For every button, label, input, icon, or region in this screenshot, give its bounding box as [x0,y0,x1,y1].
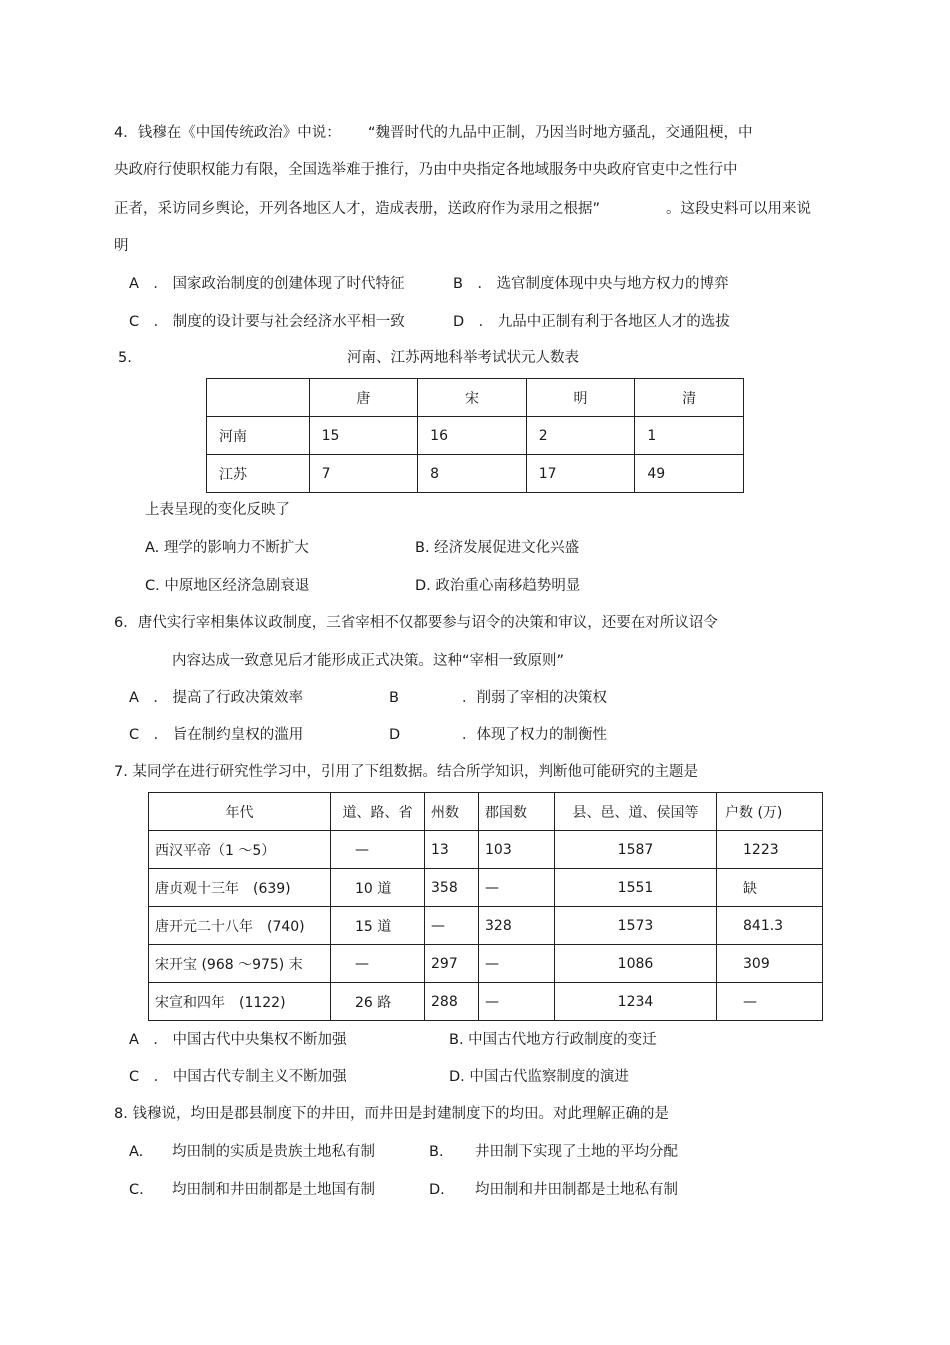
option-text: 制度的设计要与社会经济水平相一致 [172,314,405,330]
option-text: 提高了行政决策效率 [172,690,304,706]
option-letter: B. [429,1144,444,1160]
q4-line2: 央政府行使职权能力有限，全国选举难于推行，乃由中央指定各地域服务中央政府官吏中之性行中 [114,162,738,178]
table-header-cell: 道、路、省 [331,793,425,831]
table-header-cell: 户数 (万) [717,793,823,831]
q7-table [148,792,823,1021]
table-row [149,869,823,907]
q5-option-b[interactable] [415,538,579,558]
table-header-cell: 县、邑、道、侯国等 [555,793,717,831]
q4-line3: 正者，采访同乡舆论，开列各地区人才，造成表册，送政府作为录用之根据” [114,201,601,217]
option-letter: C. [145,578,160,594]
table-cell: 49 [635,455,744,493]
table-cell: 288 [425,983,479,1021]
option-text: 经济发展促进文化兴盛 [434,540,580,556]
q8-stem: 8. 钱穆说，均田是郡县制度下的井田，而井田是封建制度下的均田。对此理解正确的是 [114,1106,669,1122]
q5-option-a[interactable] [145,538,309,558]
table-cell: 1587 [555,831,717,869]
q8-option-d-text[interactable]: 均田制和井田制都是土地私有制 [475,1182,678,1198]
q8-option-c[interactable] [129,1180,144,1200]
table-header-cell: 州数 [425,793,479,831]
option-text: 中国古代地方行政制度的变迁 [468,1032,657,1048]
table-cell: 841.3 [717,907,823,945]
option-letter: A [129,1032,139,1048]
option-letter: B [389,690,399,706]
table-row [207,455,744,493]
table-header-cell: 明 [526,379,635,417]
option-letter: C. [129,1182,144,1198]
q4-line4: 明 [114,238,129,254]
table-cell: — [331,831,425,869]
table-cell: — [425,907,479,945]
table-cell: — [717,983,823,1021]
option-text: 国家政治制度的创建体现了时代特征 [172,276,405,292]
q4-line1: 4．钱穆在《中国传统政治》中说： [114,125,341,141]
option-text: 中原地区经济急剧衰退 [164,578,310,594]
q7-option-a[interactable]: A ． 中国古代中央集权不断加强 [129,1032,347,1048]
option-letter: D [453,314,465,330]
option-text: 体现了权力的制衡性 [476,727,607,743]
q4-option-c[interactable]: C ． 制度的设计要与社会经济水平相一致 [129,314,405,330]
option-text: 政治重心南移趋势明显 [435,578,581,594]
table-cell: 297 [425,945,479,983]
q6-option-d[interactable] [389,725,400,745]
table-cell: 358 [425,869,479,907]
table-cell: 16 [418,417,527,455]
table-cell: 15 [309,417,418,455]
option-letter: B [453,276,463,292]
q6-option-d-text[interactable]: ．体现了权力的制衡性 [462,727,607,743]
q4-line3-end: 。这段史料可以用来说 [666,201,811,217]
q4-option-a[interactable]: A ． 国家政治制度的创建体现了时代特征 [129,276,405,292]
q4-option-d[interactable]: D ． 九品中正制有利于各地区人才的选拔 [453,314,730,330]
q8-option-d[interactable] [429,1180,445,1200]
q6-option-b-text[interactable]: ．削弱了宰相的决策权 [462,690,607,706]
option-letter: C [129,314,140,330]
option-letter: C [129,727,140,743]
option-text: 中国古代监察制度的演进 [469,1069,629,1085]
q4-quote: “魏晋时代的九品中正制，乃因当时地方骚乱，交通阻梗，中 [368,125,753,141]
table-cell: — [331,945,425,983]
table-header-cell: 宋 [418,379,527,417]
table-header-row [207,379,744,417]
option-text: 选官制度体现中央与地方权力的博弈 [496,276,729,292]
table-cell: 1086 [555,945,717,983]
q4-option-b[interactable]: B ． 选官制度体现中央与地方权力的博弈 [453,276,729,292]
option-text: 九品中正制有利于各地区人才的选拔 [497,314,730,330]
table-cell: 1 [635,417,744,455]
q6-line1: 6．唐代实行宰相集体议政制度，三省宰相不仅都要参与诏令的决策和审议，还要在对所议诏令 [114,615,718,631]
table-cell: 1551 [555,869,717,907]
option-letter: C [129,1069,140,1085]
table-cell: — [479,869,555,907]
table-cell: 唐贞观十三年 (639) [149,869,331,907]
table-header-row [149,793,823,831]
option-text: 削弱了宰相的决策权 [476,690,607,706]
table-cell: 宋开宝 (968 ～975) 末 [149,945,331,983]
table-row [149,831,823,869]
table-cell: 10 道 [331,869,425,907]
q5-stem: 上表呈现的变化反映了 [145,502,290,518]
q7-option-d[interactable] [449,1067,629,1087]
table-header-cell: 清 [635,379,744,417]
table-row [149,907,823,945]
table-cell: 13 [425,831,479,869]
table-cell: 唐开元二十八年 (740) [149,907,331,945]
table-cell: 宋宣和四年 (1122) [149,983,331,1021]
table-cell: 17 [526,455,635,493]
table-row [149,983,823,1021]
q6-line2: 内容达成一致意见后才能形成正式决策。这种“宰相一致原则” [172,653,565,669]
table-header-cell: 唐 [309,379,418,417]
table-cell: 1573 [555,907,717,945]
option-text: 理学的影响力不断扩大 [163,540,309,556]
q6-option-c[interactable]: C ． 旨在制约皇权的滥用 [129,727,304,743]
table-cell: — [479,983,555,1021]
table-header-cell [207,379,310,417]
q8-option-b[interactable] [429,1142,444,1162]
option-text: 旨在制约皇权的滥用 [172,727,304,743]
q5-option-c[interactable] [145,576,309,596]
option-letter: A. [129,1144,144,1160]
q7-option-b[interactable] [449,1030,657,1050]
table-cell: 309 [717,945,823,983]
table-cell: — [479,945,555,983]
q5-table-title: 河南、江苏两地科举考试状元人数表 [347,350,579,366]
q8-option-a[interactable] [129,1142,143,1162]
option-letter: A [129,276,139,292]
option-letter: D [389,727,401,743]
q7-option-c[interactable]: C ． 中国古代专制主义不断加强 [129,1069,347,1085]
table-row [149,945,823,983]
option-letter: A. [145,540,160,556]
option-letter: A [129,690,139,706]
option-letter: D. [449,1069,465,1085]
q8-option-c-text[interactable]: 均田制和井田制都是土地国有制 [172,1182,375,1198]
option-letter: B. [415,540,430,556]
table-cell: 8 [418,455,527,493]
option-text: 中国古代中央集权不断加强 [172,1032,347,1048]
table-cell: 103 [479,831,555,869]
table-cell: 328 [479,907,555,945]
table-cell: 缺 [717,869,823,907]
table-cell: 江苏 [207,455,310,493]
table-row [207,417,744,455]
table-cell: 15 道 [331,907,425,945]
table-cell: 1234 [555,983,717,1021]
table-cell: 1223 [717,831,823,869]
option-letter: D. [429,1182,445,1198]
option-text: 中国古代专制主义不断加强 [172,1069,347,1085]
q5-table [206,378,744,493]
table-header-cell: 郡国数 [479,793,555,831]
q6-option-a[interactable]: A ． 提高了行政决策效率 [129,690,304,706]
q8-option-b-text[interactable]: 井田制下实现了土地的平均分配 [475,1144,678,1160]
table-cell: 西汉平帝（1 ～5） [149,831,331,869]
table-cell: 26 路 [331,983,425,1021]
table-cell: 2 [526,417,635,455]
table-cell: 河南 [207,417,310,455]
q5-number: 5. [118,350,132,366]
table-header-cell: 年代 [149,793,331,831]
q8-option-a-text[interactable]: 均田制的实质是贵族土地私有制 [172,1144,375,1160]
q6-option-b[interactable] [389,688,399,708]
table-cell: 7 [309,455,418,493]
q5-option-d[interactable] [415,576,580,596]
q7-stem: 7. 某同学在进行研究性学习中，引用了下组数据。结合所学知识，判断他可能研究的主题是 [114,764,698,780]
option-letter: B. [449,1032,464,1048]
option-letter: D. [415,578,431,594]
